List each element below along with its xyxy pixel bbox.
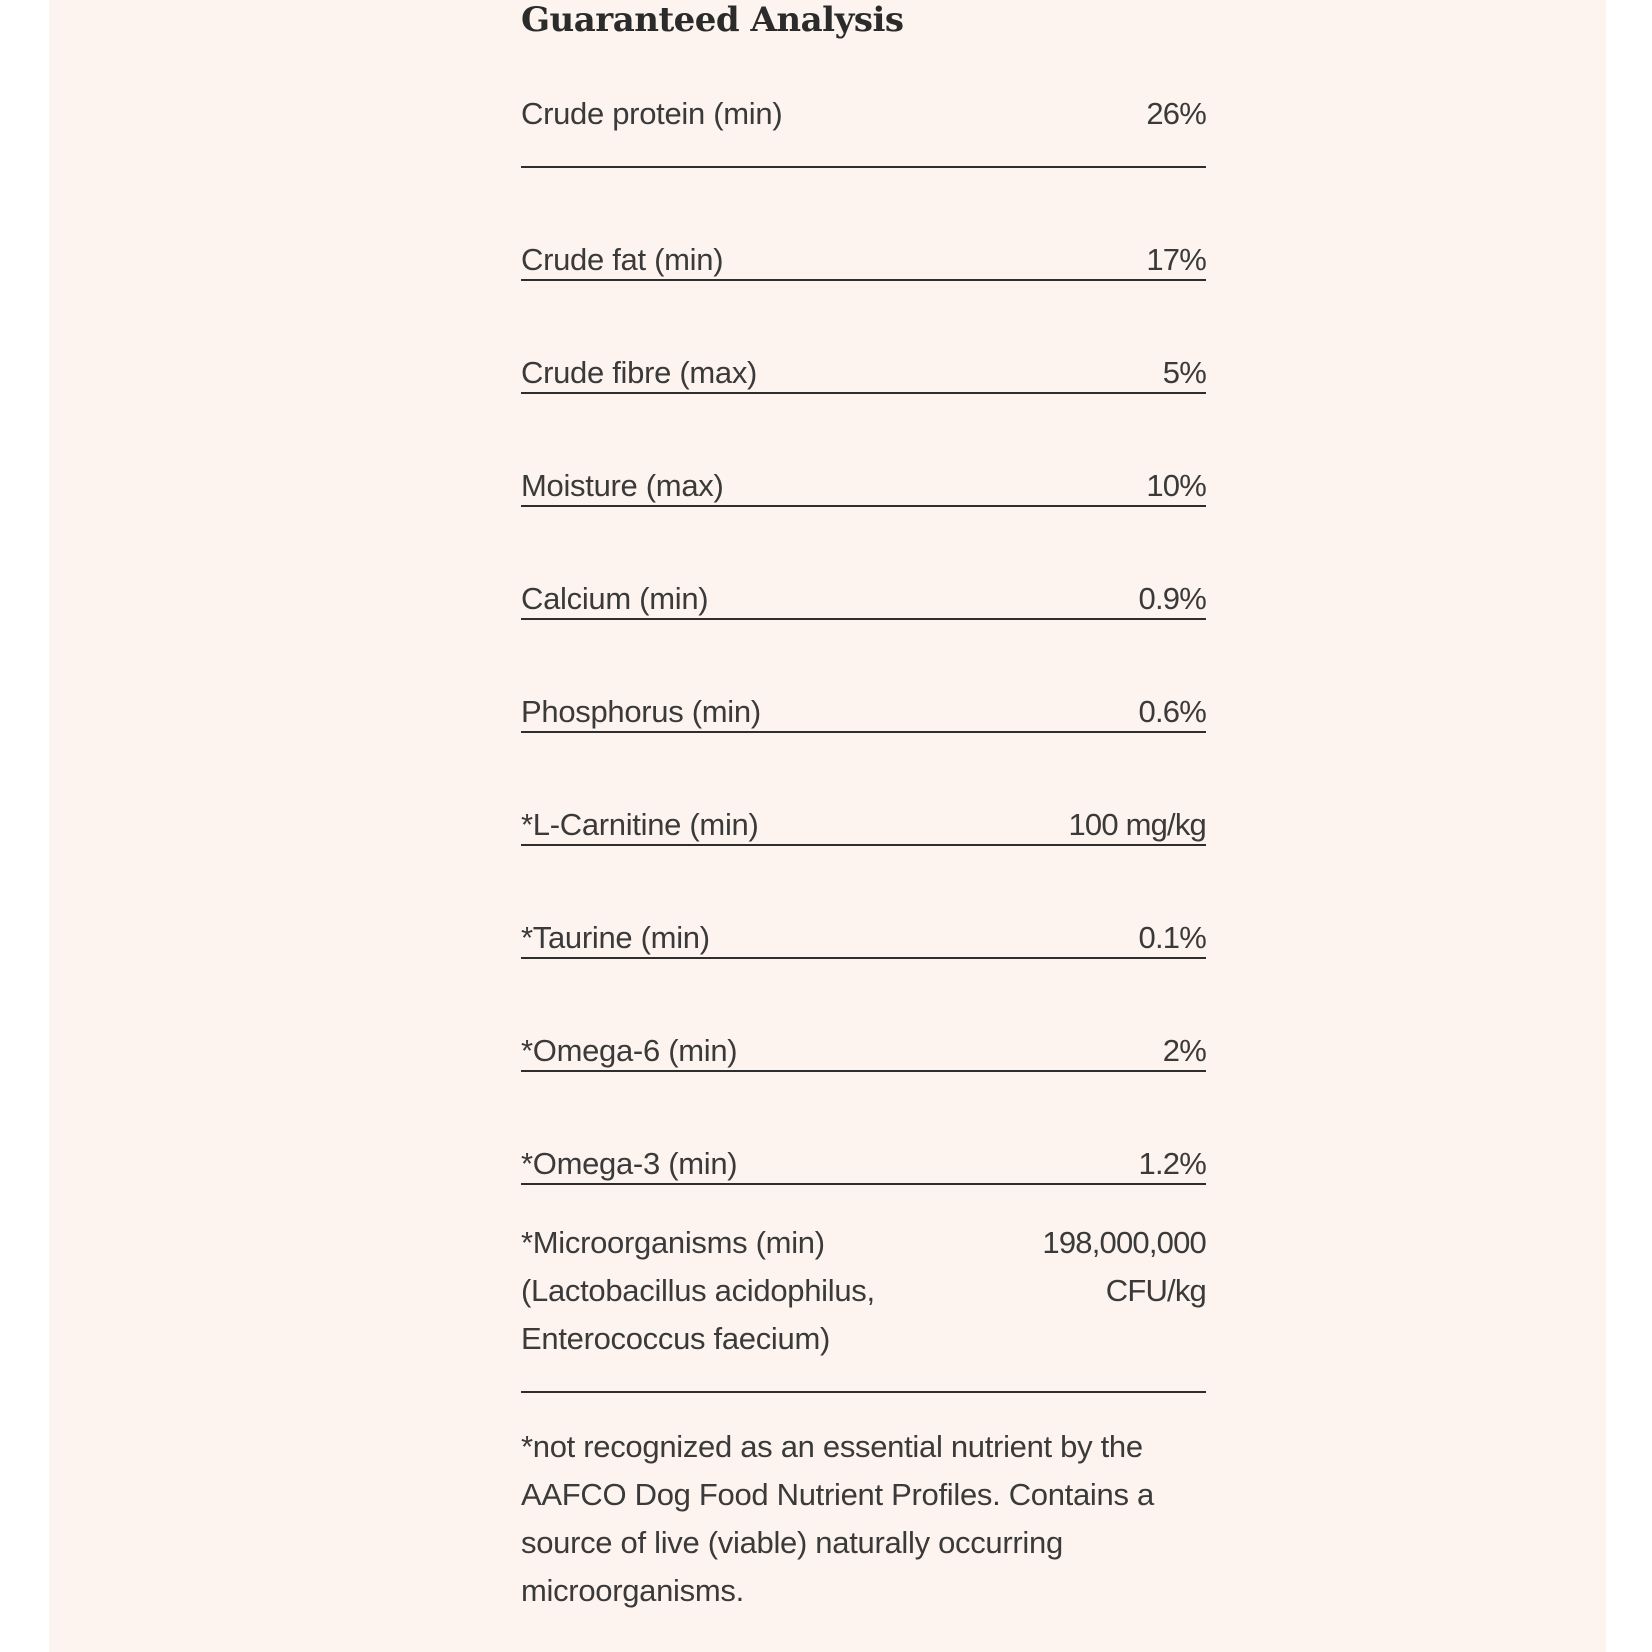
analysis-row-l-carnitine	[521, 733, 1206, 846]
nutrient-value: 0.9%	[1138, 581, 1206, 616]
nutrient-label: *L-Carnitine (min)	[521, 807, 759, 842]
nutrient-value: 0.1%	[1138, 920, 1206, 955]
analysis-row-calcium	[521, 507, 1206, 620]
nutrient-value: 1.2%	[1138, 1146, 1206, 1181]
nutrient-label: Crude fibre (max)	[521, 355, 758, 390]
nutrient-label: Phosphorus (min)	[521, 694, 761, 729]
nutrient-label: Calcium (min)	[521, 581, 709, 616]
nutrient-value: 26%	[1146, 96, 1206, 131]
nutrient-label: *Microorganisms (min) (Lactobacillus acidophilus, Enterococcus faecium)	[521, 1225, 875, 1356]
nutrient-value: 198,000,000 CFU/kg	[1042, 1225, 1206, 1308]
analysis-row-crude-fibre	[521, 281, 1206, 394]
nutrient-label: *Omega-3 (min)	[521, 1146, 738, 1181]
guaranteed-analysis-panel	[49, 0, 1606, 1652]
section-title: Guaranteed Analysis	[521, 0, 904, 40]
nutrient-label: Moisture (max)	[521, 468, 724, 503]
nutrient-value: 5%	[1162, 355, 1206, 390]
analysis-row-crude-fat	[521, 168, 1206, 281]
analysis-row-moisture	[521, 394, 1206, 507]
analysis-content	[521, 0, 1206, 1646]
nutrient-value: 17%	[1146, 242, 1206, 277]
nutrient-label: Crude fat (min)	[521, 242, 724, 277]
footnote: *not recognized as an essential nutrient by the AAFCO Dog Food Nutrient Profiles. Contains a source of live (viable) naturally occurring microorganisms.	[521, 1429, 1154, 1608]
nutrient-label: *Taurine (min)	[521, 920, 710, 955]
analysis-row-omega-6	[521, 959, 1206, 1072]
nutrient-value: 2%	[1162, 1033, 1206, 1068]
nutrient-value: 10%	[1146, 468, 1206, 503]
analysis-row-taurine	[521, 846, 1206, 959]
analysis-table	[521, 40, 1206, 1393]
nutrient-value: 0.6%	[1138, 694, 1206, 729]
analysis-row-microorganisms	[521, 1185, 1206, 1393]
analysis-row-phosphorus	[521, 620, 1206, 733]
nutrient-label: *Omega-6 (min)	[521, 1033, 738, 1068]
nutrient-value: 100 mg/kg	[1068, 807, 1206, 842]
nutrient-label: Crude protein (min)	[521, 96, 783, 131]
analysis-row-omega-3	[521, 1072, 1206, 1185]
analysis-row-crude-protein	[521, 40, 1206, 168]
